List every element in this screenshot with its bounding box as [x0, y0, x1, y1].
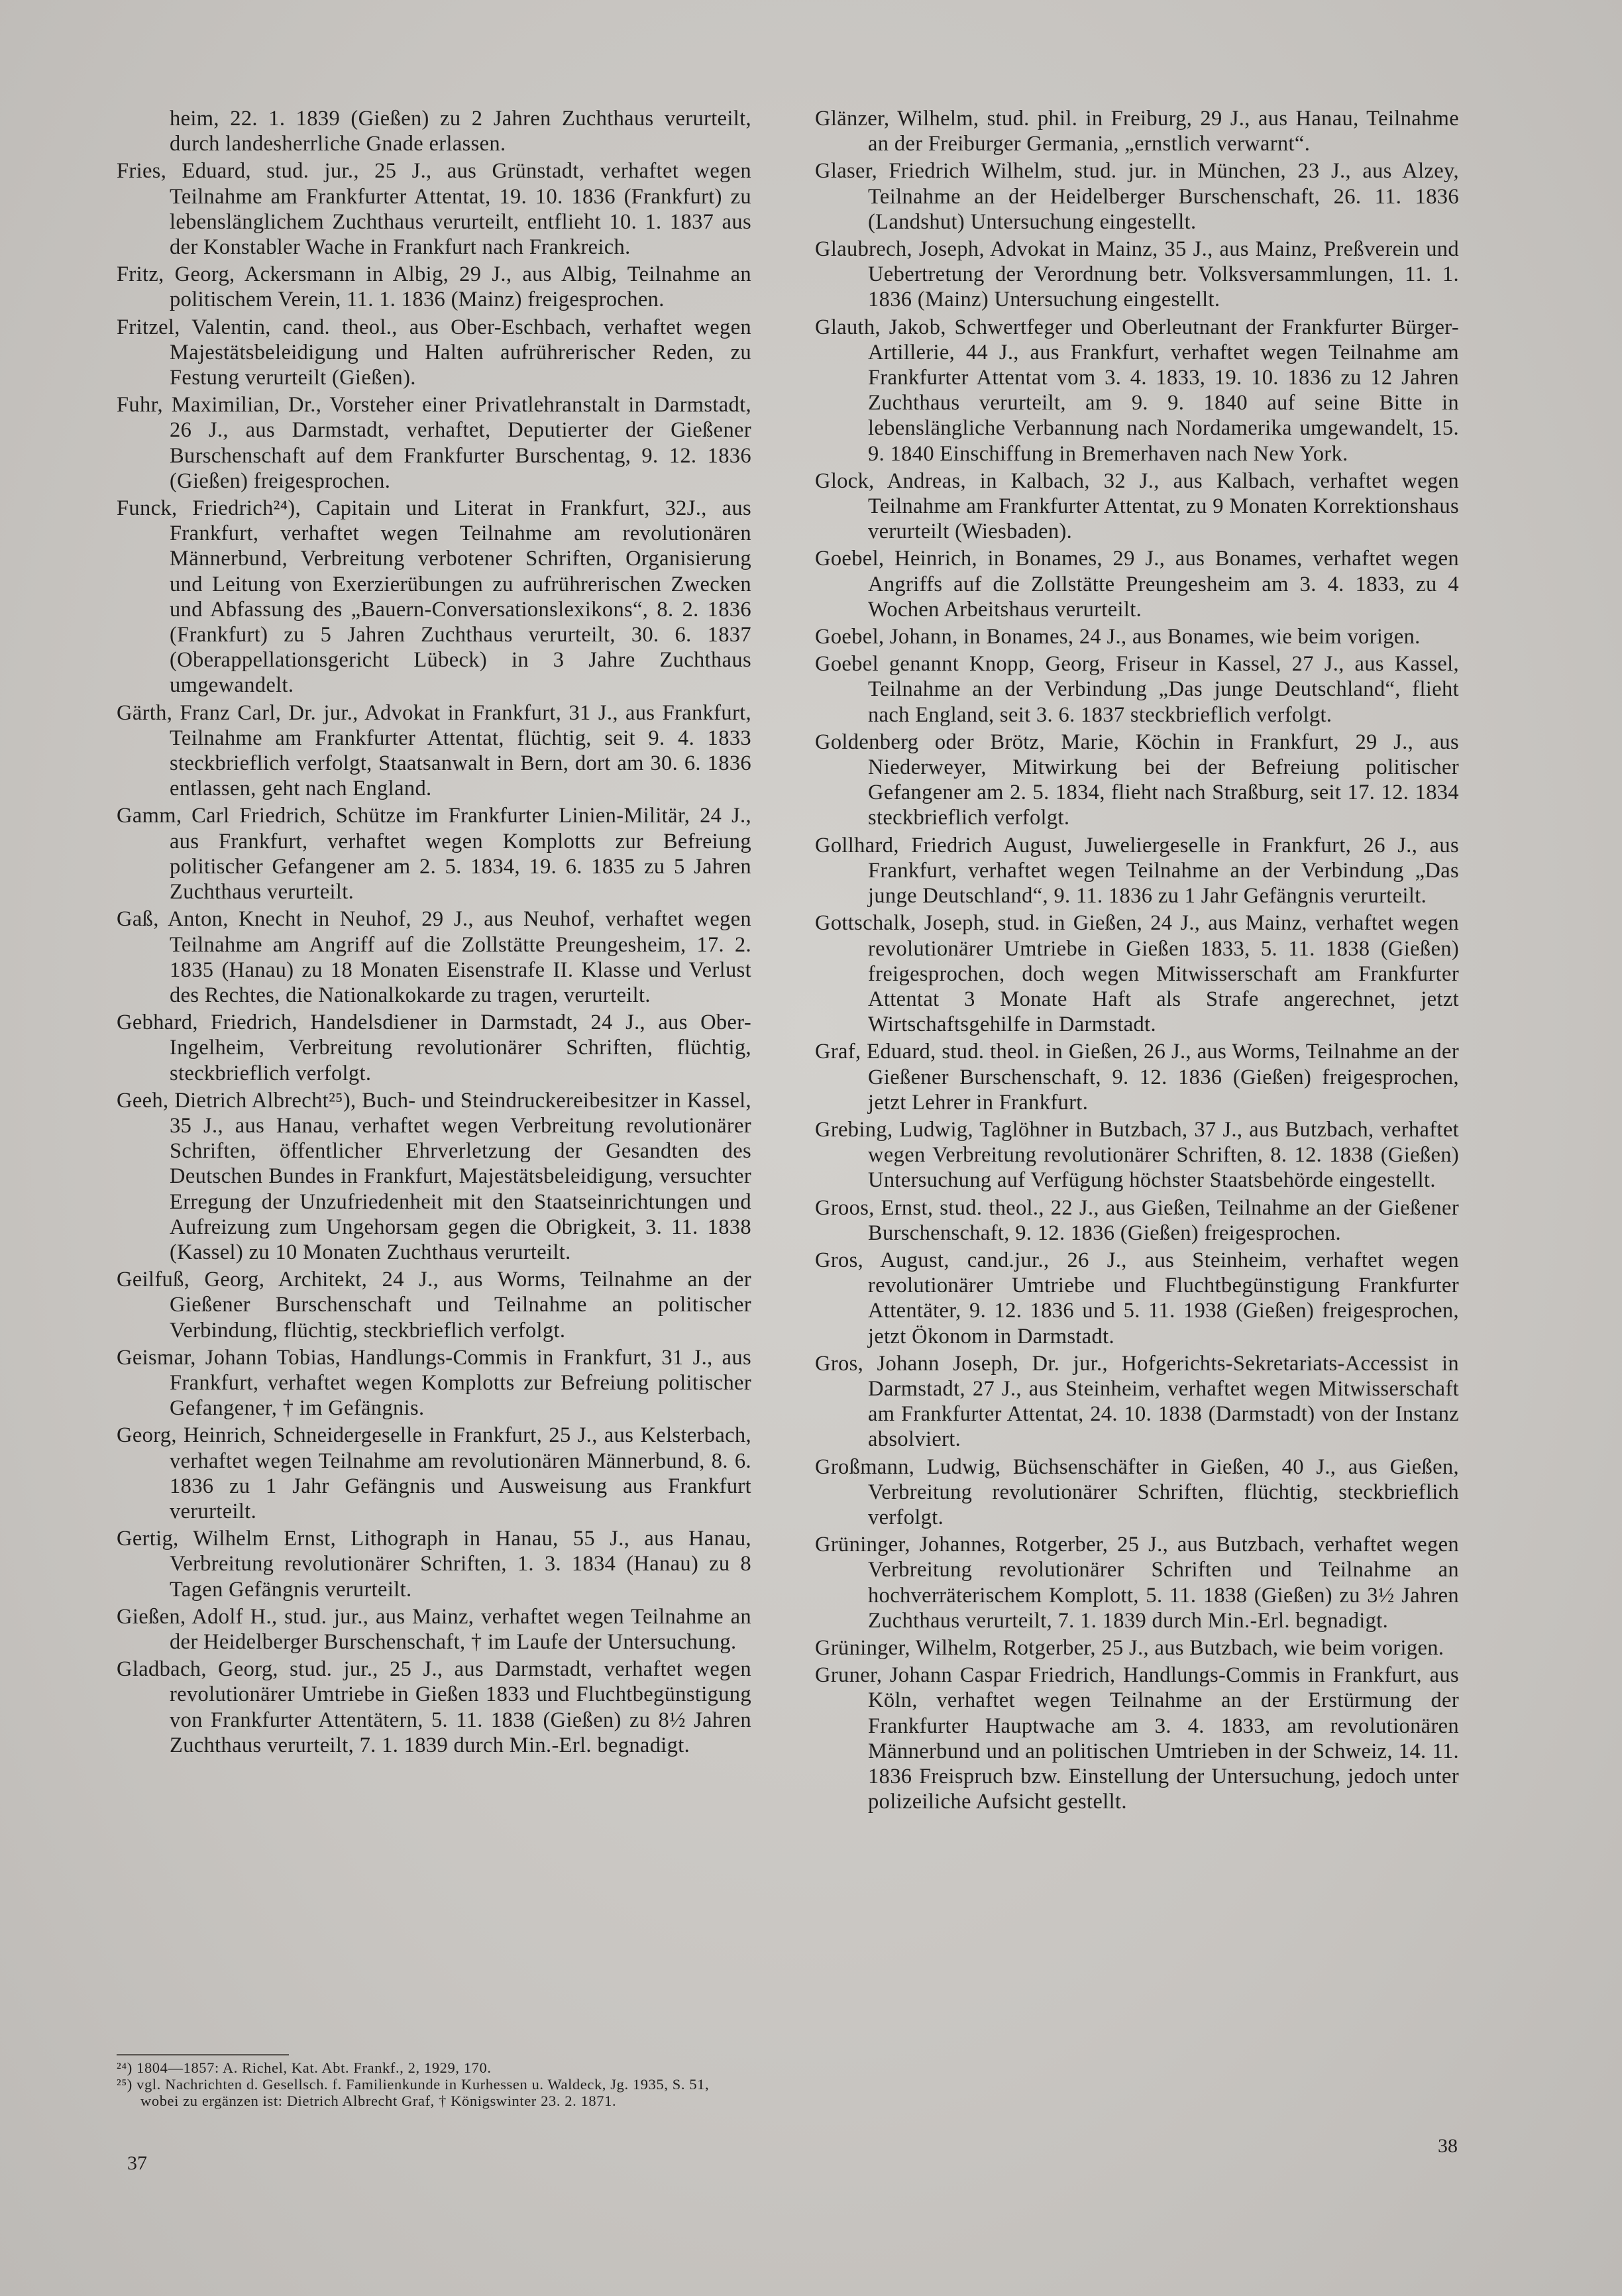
left-column [117, 106, 751, 1760]
list-item: Groos, Ernst, stud. theol., 22 J., aus Gießen, Teilnahme an der Gießener Burschenschaft, 9. 12. 1836 (Gießen) freigesprochen. [815, 1195, 1459, 1245]
right-column [815, 106, 1459, 1816]
list-item: Glaser, Friedrich Wilhelm, stud. jur. in München, 23 J., aus Alzey, Teilnahme an der Heidelberger Burschenschaft, 26. 11. 1836 (Landshut) Untersuchung eingestellt. [815, 159, 1459, 234]
footnote: ²⁴) 1804—1857: A. Richel, Kat. Abt. Frankf., 2, 1929, 170. [117, 2059, 492, 2076]
list-item: Glänzer, Wilhelm, stud. phil. in Freiburg, 29 J., aus Hanau, Teilnahme an der Freiburger Germania, „ernstlich verwarnt“. [815, 107, 1459, 156]
page-number-right: 38 [1438, 2135, 1458, 2157]
list-item: Grüninger, Wilhelm, Rotgerber, 25 J., aus Butzbach, wie beim vorigen. [815, 1635, 1444, 1660]
list-item: Gros, Johann Joseph, Dr. jur., Hofgerichts-Sekretariats-Accessist in Darmstadt, 27 J., aus Steinheim, verhaftet wegen Mitwisserschaft am Frankfurter Attentat, 24. 10. 1838 (Darmstadt) von der Instanz absolviert. [815, 1351, 1459, 1452]
list-item: Gollhard, Friedrich August, Juweliergeselle in Frankfurt, 26 J., aus Frankfurt, verhaftet wegen Teilnahme an der Verbindung „Das junge Deutschland“, 9. 11. 1836 zu 1 Jahr Gefängnis verurteilt. [815, 833, 1459, 908]
list-item: Geismar, Johann Tobias, Handlungs-Commis in Frankfurt, 31 J., aus Frankfurt, verhaftet wegen Komplotts zur Befreiung politischer Gefangener, † im Gefängnis. [117, 1345, 751, 1421]
list-item: Fuhr, Maximilian, Dr., Vorsteher einer Privatlehranstalt in Darmstadt, 26 J., aus Darmstadt, verhaftet, Deputierter der Gießener Burschenschaft auf dem Frankfurter Burschentag, 9. 12. 1836 (Gießen) freigesprochen. [117, 393, 751, 493]
list-item: Gladbach, Georg, stud. jur., 25 J., aus Darmstadt, verhaftet wegen revolutionärer Umtriebe in Gießen 1833 und Fluchtbegünstigung von Frankfurter Attentätern, 5. 11. 1838 (Gießen) zu 8½ Jahren Zuchthaus verurteilt, 7. 1. 1839 durch Min.-Erl. begnadigt. [117, 1657, 751, 1757]
list-item: Georg, Heinrich, Schneidergeselle in Frankfurt, 25 J., aus Kelsterbach, verhaftet wegen Teilnahme am revolutionären Männerbund, 8. 6. 1836 zu 1 Jahr Gefängnis und Ausweisung aus Frankfurt verurteilt. [117, 1423, 751, 1523]
list-item: Gebhard, Friedrich, Handelsdiener in Darmstadt, 24 J., aus Ober-Ingelheim, Verbreitung revolutionärer Schriften, flüchtig, steckbrieflich verfolgt. [117, 1011, 751, 1085]
list-item: Grüninger, Johannes, Rotgerber, 25 J., aus Butzbach, verhaftet wegen Verbreitung revolutionärer Schriften und Teilnahme an hochverräterischem Komplott, 5. 11. 1838 (Gießen) zu 3½ Jahren Zuchthaus verurteilt, 7. 1. 1839 durch Min.-Erl. begnadigt. [815, 1533, 1459, 1633]
list-item: Gros, August, cand.jur., 26 J., aus Steinheim, verhaftet wegen revolutionärer Umtriebe und Fluchtbegünstigung Frankfurter Attentäter, 9. 12. 1836 und 5. 11. 1938 (Gießen) freigesprochen, jetzt Ökonom in Darmstadt. [815, 1248, 1459, 1348]
list-item: Geilfuß, Georg, Architekt, 24 J., aus Worms, Teilnahme an der Gießener Burschenschaft und Teilnahme an politischer Verbindung, flüchtig, steckbrieflich verfolgt. [117, 1268, 751, 1342]
list-item: Goebel, Heinrich, in Bonames, 29 J., aus Bonames, verhaftet wegen Angriffs auf die Zollstätte Preungesheim am 3. 4. 1833, zu 4 Wochen Arbeitshaus verurteilt. [815, 547, 1459, 622]
list-item: Funck, Friedrich²⁴), Capitain und Literat in Frankfurt, 32J., aus Frankfurt, verhaftet wegen Teilnahme am revolutionären Männerbund, Verbreitung verbotener Schriften, Organisierung und Leitung von Exerzierübungen zu aufrührerischen Zwecken und Abfassung des „Bauern-Conversationslexikons“, 8. 2. 1836 (Frankfurt) zu 5 Jahren Zuchthaus verurteilt, 30. 6. 1837 (Oberappellationsgericht Lübeck) in 3 Jahre Zuchthaus umgewandelt. [117, 496, 751, 698]
list-item: Fries, Eduard, stud. jur., 25 J., aus Grünstadt, verhaftet wegen Teilnahme am Frankfurter Attentat, 19. 10. 1836 (Frankfurt) zu lebenslänglichem Zuchthaus verurteilt, entflieht 10. 1. 1837 aus der Konstabler Wache in Frankfurt nach Frankreich. [117, 159, 751, 260]
list-item: Fritz, Georg, Ackersmann in Albig, 29 J., aus Albig, Teilnahme an politischem Verein, 11. 1. 1836 (Mainz) freigesprochen. [117, 262, 751, 312]
list-item: Glaubrech, Joseph, Advokat in Mainz, 35 J., aus Mainz, Preßverein und Uebertretung der Verordnung betr. Volksversammlungen, 11. 1. 1836 (Mainz) Untersuchung eingestellt. [815, 237, 1459, 312]
list-item: Goldenberg oder Brötz, Marie, Köchin in Frankfurt, 29 J., aus Niederweyer, Mitwirkung bei der Befreiung politischer Gefangener am 2. 5. 1834, flieht nach Straßburg, seit 17. 12. 1834 steckbrieflich verfolgt. [815, 730, 1459, 830]
list-item: Goebel genannt Knopp, Georg, Friseur in Kassel, 27 J., aus Kassel, Teilnahme an der Verbindung „Das junge Deutschland“, flieht nach England, seit 3. 6. 1837 steckbrieflich verfolgt. [815, 652, 1459, 727]
list-item: Gruner, Johann Caspar Friedrich, Handlungs-Commis in Frankfurt, aus Köln, verhaftet wegen Teilnahme an der Erstürmung der Frankfurter Hauptwache am 3. 4. 1833, am revolutionären Männerbund und an politischen Umtrieben in der Schweiz, 14. 11. 1836 Freispruch bzw. Einstellung der Untersuchung, jedoch unter polizeiliche Aufsicht gestellt. [815, 1663, 1459, 1814]
list-item: Geeh, Dietrich Albrecht²⁵), Buch- und Steindruckereibesitzer in Kassel, 35 J., aus Hanau, verhaftet wegen Verbreitung revolutionärer Schriften, öffentlicher Ehrverletzung der Gesandten des Deutschen Bundes in Frankfurt, Majestätsbeleidigung, versuchter Erregung der Unzufriedenheit mit den Staatseinrichtungen und Aufreizung zum Ungehorsam gegen die Obrigkeit, 3. 11. 1838 (Kassel) zu 10 Monaten Zuchthaus verurteilt. [117, 1088, 751, 1264]
list-item: Gärth, Franz Carl, Dr. jur., Advokat in Frankfurt, 31 J., aus Frankfurt, Teilnahme am Frankfurter Attentat, flüchtig, seit 9. 4. 1833 steckbrieflich verfolgt, Staatsanwalt in Bern, dort am 30. 6. 1836 entlassen, geht nach England. [117, 700, 751, 801]
list-item: Grebing, Ludwig, Taglöhner in Butzbach, 37 J., aus Butzbach, verhaftet wegen Verbreitung revolutionärer Schriften, 8. 12. 1838 (Gießen) Untersuchung auf Verfügung höchster Staatsbehörde eingestellt. [815, 1117, 1459, 1193]
page-number-left: 37 [127, 2152, 147, 2174]
footnotes [117, 2059, 726, 2109]
list-item: Graf, Eduard, stud. theol. in Gießen, 26 J., aus Worms, Teilnahme an der Gießener Burschenschaft, 9. 12. 1836 (Gießen) freigesprochen, jetzt Lehrer in Frankfurt. [815, 1040, 1459, 1115]
list-item: Gottschalk, Joseph, stud. in Gießen, 24 J., aus Mainz, verhaftet wegen revolutionärer Umtriebe in Gießen 1833, 5. 11. 1838 (Gießen) freigesprochen, doch wegen Mitwisserschaft am Frankfurter Attentat 3 Monate Haft als Strafe angerechnet, jetzt Wirtschaftsgehilfe in Darmstadt. [815, 911, 1459, 1037]
list-item: Großmann, Ludwig, Büchsenschäfter in Gießen, 40 J., aus Gießen, Verbreitung revolutionärer Schriften, flüchtig, steckbrieflich verfolgt. [815, 1454, 1459, 1529]
list-item: heim, 22. 1. 1839 (Gießen) zu 2 Jahren Zuchthaus verurteilt, durch landesherrliche Gnade erlassen. [170, 107, 751, 156]
list-item: Gertig, Wilhelm Ernst, Lithograph in Hanau, 55 J., aus Hanau, Verbreitung revolutionärer Schriften, 1. 3. 1834 (Hanau) zu 8 Tagen Gefängnis verurteilt. [117, 1527, 751, 1602]
footnote: ²⁵) vgl. Nachrichten d. Gesellsch. f. Familienkunde in Kurhessen u. Waldeck, Jg. 1935, S. 51, wobei zu ergänzen ist: Dietrich Albrecht Graf, † Königswinter 23. 2. 1871. [117, 2076, 710, 2109]
list-item: Glock, Andreas, in Kalbach, 32 J., aus Kalbach, verhaftet wegen Teilnahme am Frankfurter Attentat, zu 9 Monaten Korrektionshaus verurteilt (Wiesbaden). [815, 468, 1459, 544]
list-item: Goebel, Johann, in Bonames, 24 J., aus Bonames, wie beim vorigen. [815, 625, 1421, 649]
list-item: Fritzel, Valentin, cand. theol., aus Ober-Eschbach, verhaftet wegen Majestätsbeleidigung und Halten aufrührerischer Reden, zu Festung verurteilt (Gießen). [117, 315, 751, 390]
list-item: Gaß, Anton, Knecht in Neuhof, 29 J., aus Neuhof, verhaftet wegen Teilnahme am Angriff auf die Zollstätte Preungesheim, 17. 2. 1835 (Hanau) zu 18 Monaten Eisenstrafe II. Klasse und Verlust des Rechtes, die Nationalkokarde zu tragen, verurteilt. [117, 907, 751, 1007]
list-item: Gießen, Adolf H., stud. jur., aus Mainz, verhaftet wegen Teilnahme an der Heidelberger Burschenschaft, † im Laufe der Untersuchung. [117, 1604, 751, 1654]
list-item: Glauth, Jakob, Schwertfeger und Oberleutnant der Frankfurter Bürger-Artillerie, 44 J., aus Frankfurt, verhaftet wegen Teilnahme am Frankfurter Attentat vom 3. 4. 1833, 19. 10. 1836 zu 12 Jahren Zuchthaus verurteilt, am 9. 9. 1840 auf seine Bitte in lebenslängliche Verbannung nach Nordamerika umgewandelt, 15. 9. 1840 Einschiffung in Bremerhaven nach New York. [815, 315, 1459, 466]
list-item: Gamm, Carl Friedrich, Schütze im Frankfurter Linien-Militär, 24 J., aus Frankfurt, verhaftet wegen Komplotts zur Befreiung politischer Gefangener am 2. 5. 1834, 19. 6. 1835 zu 5 Jahren Zuchthaus verurteilt. [117, 804, 751, 904]
footnote-divider [117, 2054, 289, 2055]
